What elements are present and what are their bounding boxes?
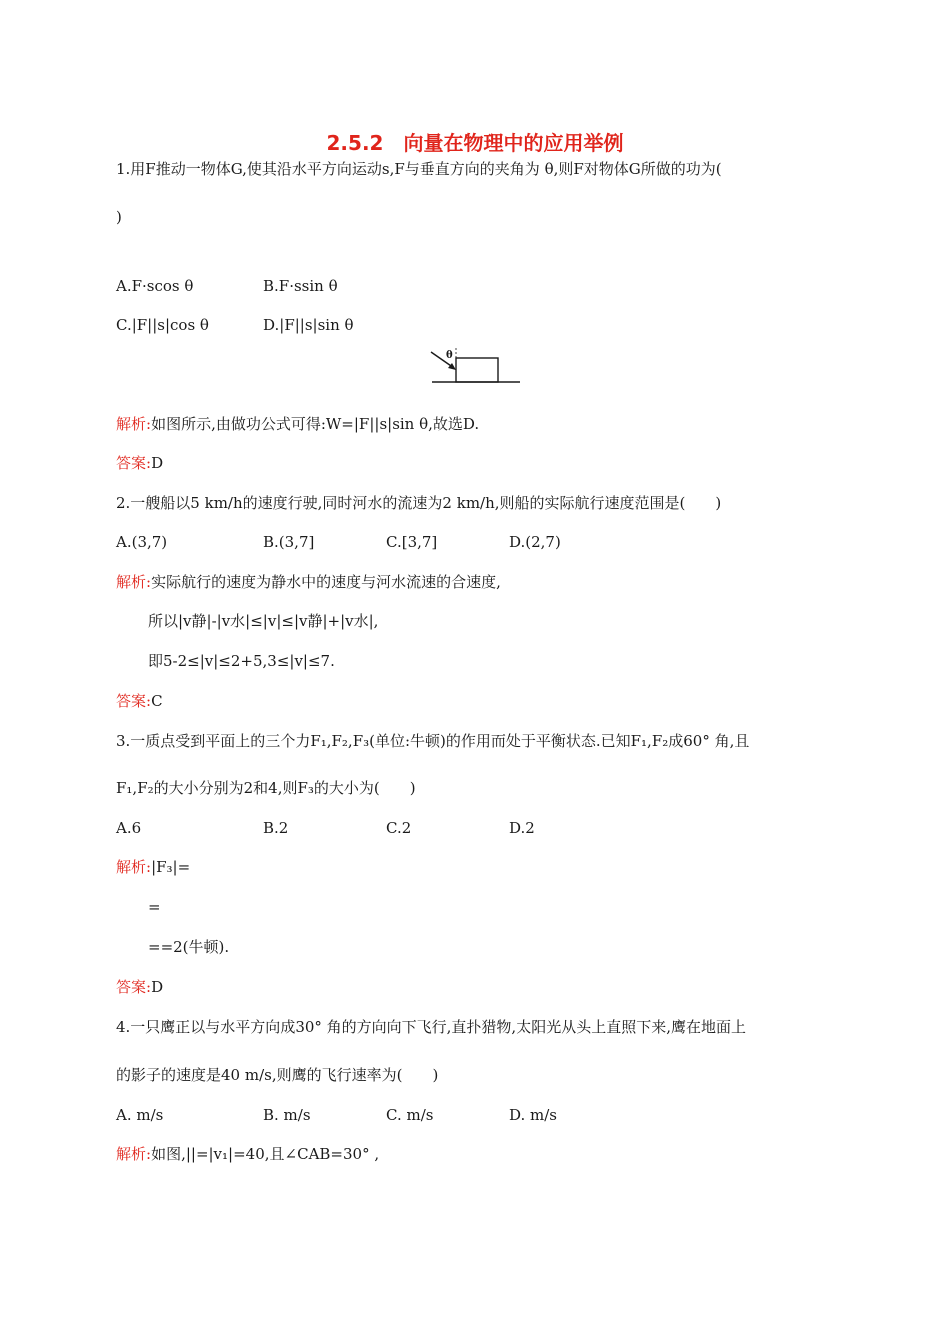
block-g (456, 358, 498, 382)
q3-answer (116, 976, 163, 998)
q4-analysis (116, 1143, 379, 1165)
q4-option-d: D. m/s (509, 1106, 558, 1124)
q3-analysis-line3: ==2(牛顿). (148, 938, 230, 956)
q1-option-b: B.F·ssin θ (263, 277, 338, 295)
q1-answer-text: D (151, 454, 164, 472)
q2-analysis-line1: 实际航行的速度为静水中的速度与河水流速的合速度, (151, 573, 501, 591)
q1-option-d: D.|F||s|sin θ (263, 316, 354, 334)
q1-answer-label: 答案: (116, 454, 152, 472)
q3-analysis (116, 856, 190, 878)
q2-option-d: D.(2,7) (509, 533, 561, 551)
q4-option-c: C. m/s (386, 1106, 434, 1124)
q2-answer (116, 690, 163, 712)
q1-answer (116, 452, 163, 474)
q4-stem-line2: 的影子的速度是40 m/s,则鹰的飞行速率为( ) (116, 1066, 439, 1084)
q3-option-b: B.2 (263, 819, 289, 837)
q3-stem-line1: 3.一质点受到平面上的三个力F₁,F₂,F₃(单位:牛顿)的作用而处于平衡状态.已知F₁,F₂成60° 角,且 (116, 732, 750, 750)
q1-option-a: A.F·scos θ (116, 277, 194, 295)
q2-answer-text: C (151, 692, 163, 710)
q2-analysis-line2: 所以|v静|-|v水|≤|v|≤|v静|+|v水|, (148, 612, 379, 630)
theta-label: θ (446, 350, 453, 361)
q4-stem-line1: 4.一只鹰正以与水平方向成30° 角的方向向下飞行,直扑猎物,太阳光从头上直照下来,鹰在地面上 (116, 1018, 746, 1036)
q1-analysis (116, 413, 479, 435)
q4-option-a: A. m/s (116, 1106, 164, 1124)
q1-analysis-label: 解析: (116, 415, 152, 433)
force-diagram (428, 348, 524, 386)
q2-option-a: A.(3,7) (116, 533, 168, 551)
q3-option-c: C.2 (386, 819, 412, 837)
q1-stem-line1: 1.用F推动一物体G,使其沿水平方向运动s,F与垂直方向的夹角为 θ,则F对物体G所做的功为( (116, 160, 722, 178)
q1-stem-line2: ) (116, 208, 122, 226)
q3-analysis-label: 解析: (116, 858, 152, 876)
q2-option-b: B.(3,7] (263, 533, 315, 551)
q2-stem: 2.一艘船以5 km/h的速度行驶,同时河水的流速为2 km/h,则船的实际航行速度范围是( ) (116, 494, 722, 512)
q3-stem-line2: F₁,F₂的大小分别为2和4,则F₃的大小为( ) (116, 779, 416, 797)
q3-answer-label: 答案: (116, 978, 152, 996)
q2-answer-label: 答案: (116, 692, 152, 710)
q1-option-c: C.|F||s|cos θ (116, 316, 209, 334)
q4-option-b: B. m/s (263, 1106, 311, 1124)
q2-option-c: C.[3,7] (386, 533, 438, 551)
q3-analysis-line1: |F₃|= (151, 858, 191, 876)
q2-analysis (116, 571, 501, 593)
q3-answer-text: D (151, 978, 164, 996)
q2-analysis-label: 解析: (116, 573, 152, 591)
q1-analysis-text: 如图所示,由做功公式可得:W=|F||s|sin θ,故选D. (151, 415, 480, 433)
page-title: 2.5.2 向量在物理中的应用举例 (326, 131, 624, 155)
q3-option-d: D.2 (509, 819, 535, 837)
q3-analysis-line2: = (148, 898, 161, 916)
q4-analysis-text: 如图,||=|v₁|=40,且∠CAB=30° , (151, 1145, 380, 1163)
q3-option-a: A.6 (116, 819, 142, 837)
q4-analysis-label: 解析: (116, 1145, 152, 1163)
q2-analysis-line3: 即5-2≤|v|≤2+5,3≤|v|≤7. (148, 652, 335, 670)
